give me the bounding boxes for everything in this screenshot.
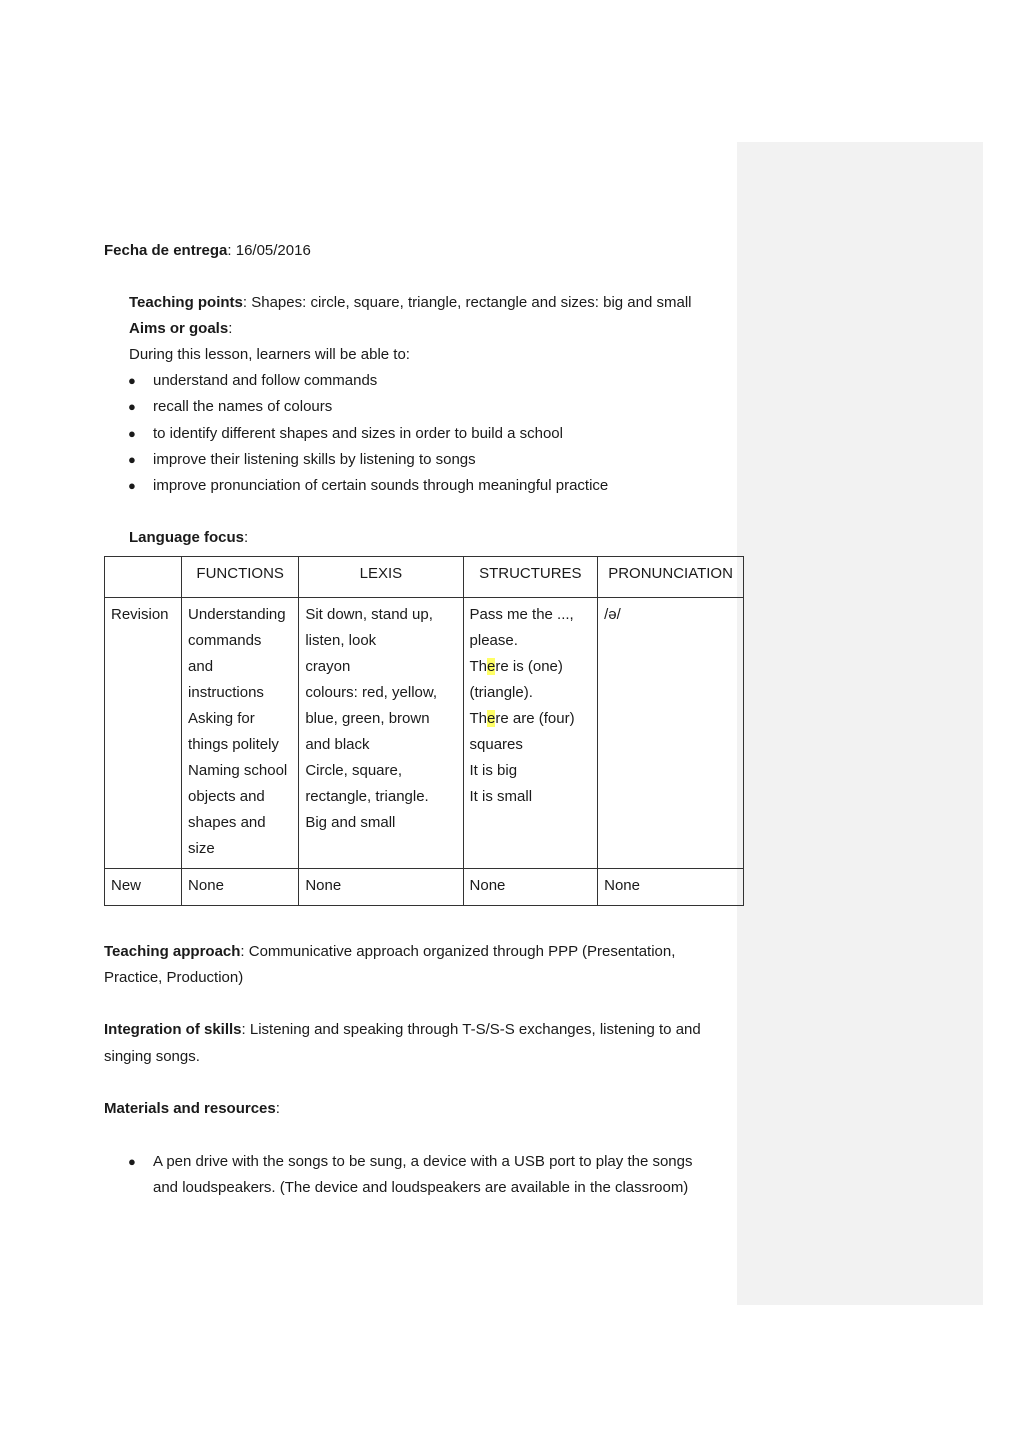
bullet-icon: ●: [128, 399, 136, 414]
table-header-cell: STRUCTURES: [463, 557, 598, 598]
lexis-cell: None: [299, 869, 463, 906]
integration-of-skills-cont: singing songs.: [104, 1048, 200, 1065]
structures-cell: None: [463, 869, 598, 906]
row-label: Revision: [105, 598, 182, 869]
functions-cell: Understanding commands and instructions Asking for things politely Naming school objects and shapes and size: [182, 598, 299, 869]
table-header-cell: FUNCTIONS: [182, 557, 299, 598]
table-header-cell: [105, 557, 182, 598]
highlighted-letter: e: [487, 710, 496, 727]
pronunciation-cell: /ə/: [598, 598, 744, 869]
table-row: [105, 598, 744, 869]
aims-intro: During this lesson, learners will be able to:: [129, 346, 410, 363]
integration-of-skills: Integration of skills: Listening and speaking through T-S/S-S exchanges, listening to and: [104, 1021, 701, 1038]
table-header-row: [105, 557, 744, 598]
lexis-cell: Sit down, stand up, listen, look crayon colours: red, yellow, blue, green, brown and black Circle, square, rectangle, triangle. Big and small: [299, 598, 463, 869]
table-row: [105, 869, 744, 906]
structures-cell: Pass me the ..., please. There is (one) (triangle). There are (four) squares It is big It is small: [463, 598, 598, 869]
bullet-icon: ●: [128, 426, 136, 441]
bullet-icon: ●: [128, 452, 136, 467]
teaching-points: Teaching points: Shapes: circle, square, triangle, rectangle and sizes: big and small: [129, 294, 692, 311]
aims-heading: Aims or goals:: [129, 320, 233, 337]
language-focus-table: [104, 556, 744, 906]
highlighted-letter: e: [487, 658, 496, 675]
teaching-approach: Teaching approach: Communicative approach organized through PPP (Presentation,: [104, 943, 676, 960]
table-header-cell: PRONUNCIATION: [598, 557, 744, 598]
delivery-date: Fecha de entrega: 16/05/2016: [104, 242, 311, 259]
language-focus-heading: Language focus:: [129, 529, 249, 546]
bullet-icon: ●: [128, 478, 136, 493]
materials-heading: Materials and resources:: [104, 1100, 280, 1117]
table-header-cell: LEXIS: [299, 557, 463, 598]
comment-margin-pane: [737, 142, 983, 1305]
pronunciation-cell: None: [598, 869, 744, 906]
teaching-approach-cont: Practice, Production): [104, 969, 244, 986]
bullet-icon: ●: [128, 373, 136, 388]
row-label: New: [105, 869, 182, 906]
functions-cell: None: [182, 869, 299, 906]
bullet-icon: ●: [128, 1154, 136, 1169]
